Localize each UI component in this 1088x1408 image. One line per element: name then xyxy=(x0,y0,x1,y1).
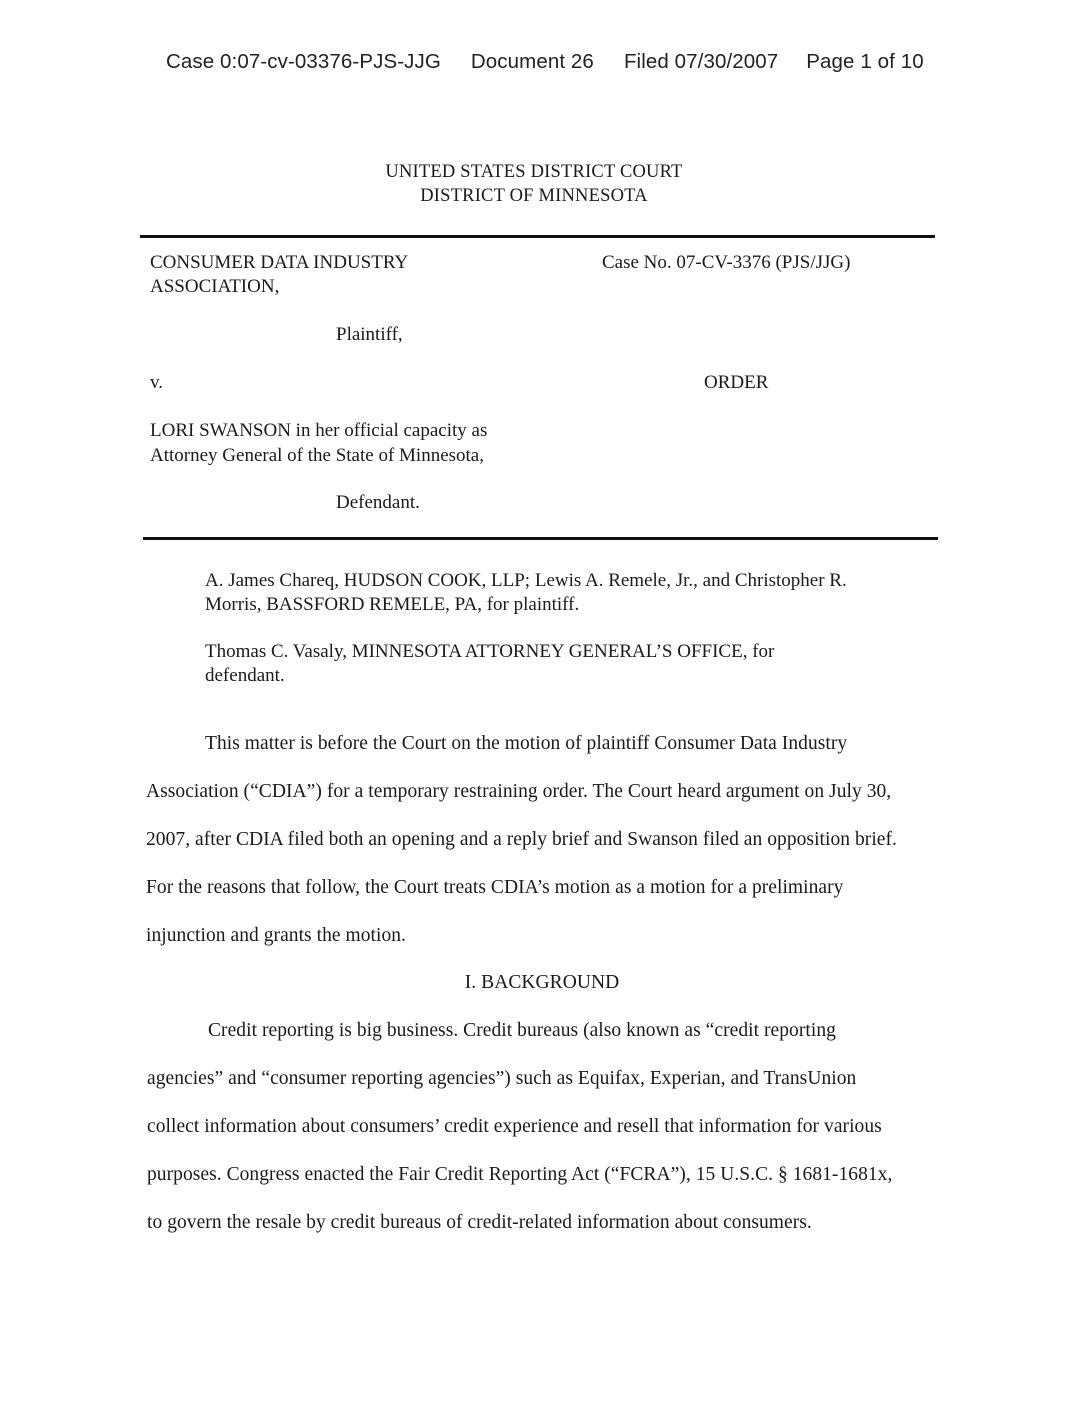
caption-top-rule xyxy=(140,235,935,238)
plaintiff-role: Plaintiff, xyxy=(336,324,403,345)
defendant-name-line2: Attorney General of the State of Minnesota, xyxy=(150,445,484,466)
paragraph-line: For the reasons that follow, the Court treats CDIA’s motion as a motion for a preliminary xyxy=(146,877,844,898)
versus: v. xyxy=(150,372,164,393)
paragraph-line: Association (“CDIA”) for a temporary restraining order. The Court heard argument on July 30, xyxy=(146,781,892,802)
counsel-plaintiff-line2: Morris, BASSFORD REMELE, PA, for plaintiff. xyxy=(205,594,580,615)
plaintiff-name-line2: ASSOCIATION, xyxy=(150,276,280,297)
paragraph-line: This matter is before the Court on the motion of plaintiff Consumer Data Industry xyxy=(205,733,848,754)
paragraph-line: collect information about consumers’ credit experience and resell that information for various xyxy=(147,1116,882,1137)
filing-header xyxy=(166,50,924,74)
paragraph-line: injunction and grants the motion. xyxy=(146,925,406,946)
case-id: Case 0:07-cv-03376-PJS-JJG xyxy=(166,50,441,73)
court-name: UNITED STATES DISTRICT COURT xyxy=(385,162,683,182)
filed-date: Filed 07/30/2007 xyxy=(623,50,779,73)
section-heading: I. BACKGROUND xyxy=(464,972,620,993)
plaintiff-name-line1: CONSUMER DATA INDUSTRY xyxy=(150,252,409,273)
defendant-name-line1: LORI SWANSON in her official capacity as xyxy=(150,420,488,441)
paragraph-line: agencies” and “consumer reporting agencies”) such as Equifax, Experian, and TransUnion xyxy=(147,1068,857,1089)
page-number: Page 1 of 10 xyxy=(806,50,924,73)
document-type: ORDER xyxy=(704,372,769,393)
counsel-defendant-line1: Thomas C. Vasaly, MINNESOTA ATTORNEY GENERAL’S OFFICE, for xyxy=(205,641,775,662)
counsel-defendant-line2: defendant. xyxy=(205,665,285,686)
document-number: Document 26 xyxy=(470,50,594,73)
paragraph-line: to govern the resale by credit bureaus of credit-related information about consumers. xyxy=(147,1212,812,1233)
paragraph-line: Credit reporting is big business. Credit bureaus (also known as “credit reporting xyxy=(208,1020,836,1041)
court-district: DISTRICT OF MINNESOTA xyxy=(420,186,648,206)
defendant-role: Defendant. xyxy=(336,492,420,513)
paragraph-line: 2007, after CDIA filed both an opening and a reply brief and Swanson filed an opposition brief. xyxy=(146,829,897,850)
paragraph-line: purposes. Congress enacted the Fair Credit Reporting Act (“FCRA”), 15 U.S.C. § 1681-1681x, xyxy=(147,1164,893,1185)
caption-bottom-rule xyxy=(143,537,938,540)
case-number: Case No. 07-CV-3376 (PJS/JJG) xyxy=(602,252,851,273)
counsel-plaintiff-line1: A. James Chareq, HUDSON COOK, LLP; Lewis A. Remele, Jr., and Christopher R. xyxy=(205,570,847,591)
